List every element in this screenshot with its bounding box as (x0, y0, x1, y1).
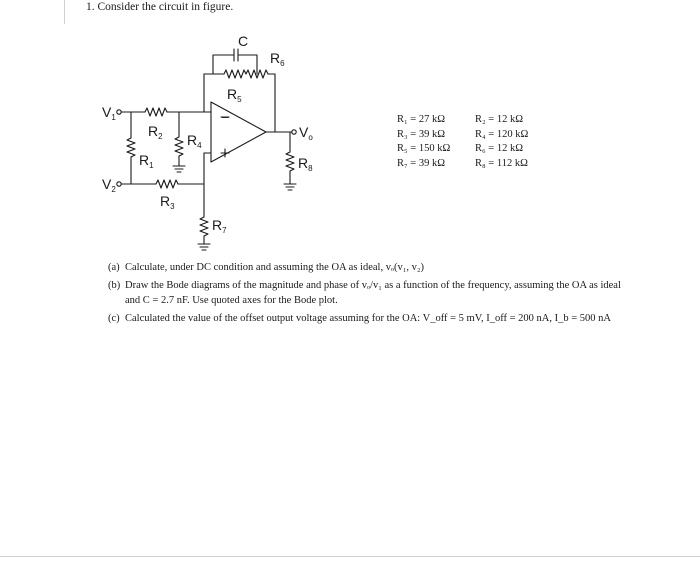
label-r4: $R_4$ (187, 132, 202, 150)
label-r7: $R_7$ (212, 217, 227, 235)
values-row (397, 128, 555, 143)
label-c: C (238, 33, 249, 49)
label-v2: $V_2$ (102, 176, 116, 194)
label-vo: $V_o$ (299, 124, 313, 142)
part-a-text: Calculate, under DC condition and assuming the OA as ideal, vₒ(v₁, v₂) (125, 262, 425, 273)
part-c (108, 311, 638, 326)
component-values-table (397, 113, 555, 171)
part-b (108, 278, 638, 308)
label-r1: $R_1$ (139, 152, 154, 170)
label-minus: − (221, 109, 230, 125)
part-c-label: (c) (108, 313, 120, 324)
values-row (397, 157, 555, 172)
part-c-text: Calculated the value of the offset output voltage assuming for the OA: V_off = 5 mV, I_off = 200 nA, I_b = 500 nA (125, 313, 612, 324)
value-r2: R₂ = 12 kΩ (475, 114, 524, 125)
value-r8: R₈ = 112 kΩ (475, 157, 528, 169)
value-r4: R₄ = 120 kΩ (475, 128, 529, 140)
value-r1: R₁ = 27 kΩ (397, 114, 446, 125)
r5-resistor (224, 70, 246, 78)
value-r7: R₇ = 39 kΩ (397, 157, 446, 169)
label-r6: $R_6$ (270, 50, 285, 68)
label-v1: $V_1$ (102, 104, 116, 122)
r7-resistor (200, 217, 208, 236)
value-r6: R₆ = 12 kΩ (475, 143, 524, 154)
r4-resistor (175, 137, 183, 156)
part-a (108, 260, 638, 275)
r3-resistor (156, 180, 178, 188)
r8-resistor (286, 152, 294, 171)
label-r3: $R_3$ (160, 193, 175, 211)
opamp-symbol (211, 102, 266, 162)
question-title: 1. Consider the circuit in figure. (86, 1, 234, 13)
question-parts (108, 260, 638, 329)
value-r3: R₃ = 39 kΩ (397, 128, 446, 140)
part-a-label: (a) (108, 262, 120, 273)
value-r5: R₅ = 150 kΩ (397, 143, 451, 154)
label-r8: $R_8$ (298, 155, 313, 173)
r1-resistor (127, 138, 135, 157)
r2-resistor (145, 108, 167, 116)
values-row (397, 142, 555, 157)
part-b-text: Draw the Bode diagrams of the magnitude and phase of vₒ/v₁ as a function of the frequency, assuming the OA as ideal and C = 2.7 nF. Use quoted axes for the Bode plot. (125, 280, 621, 306)
label-r5: $R_5$ (227, 86, 242, 104)
values-row (397, 113, 555, 128)
label-r2: $R_2$ (148, 123, 163, 141)
part-b-label: (b) (108, 280, 121, 291)
